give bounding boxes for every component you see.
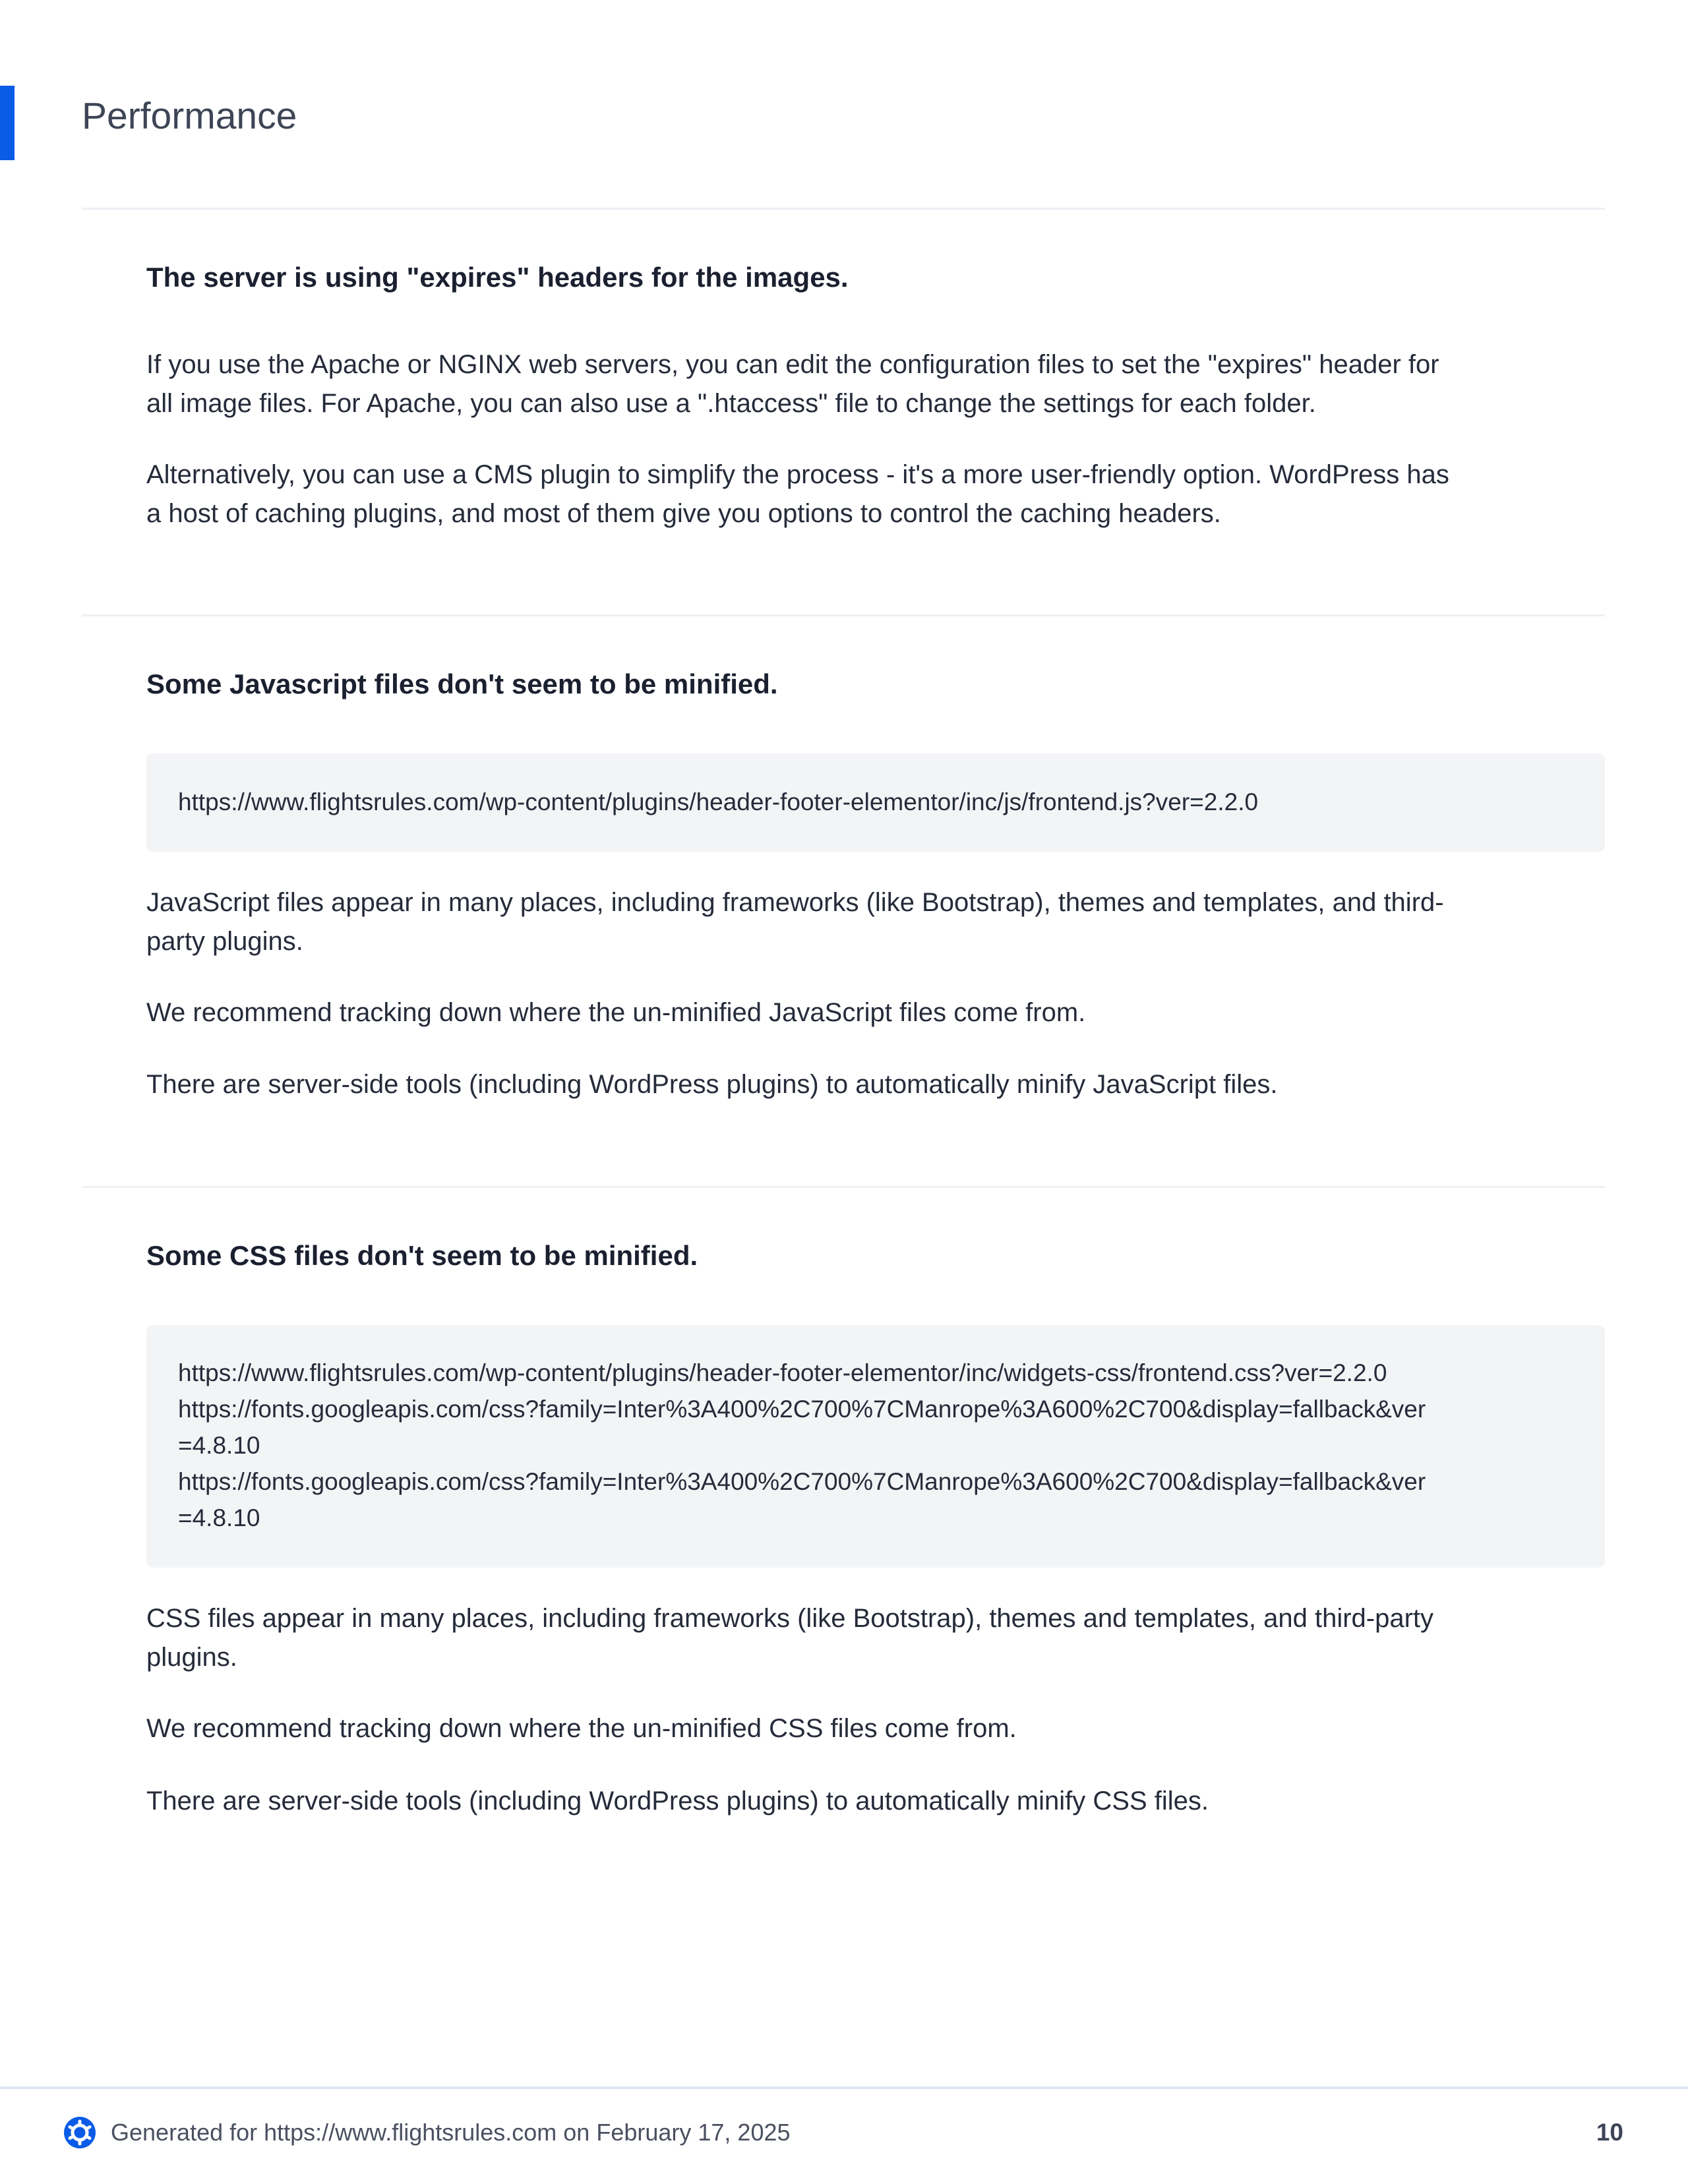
paragraph: [146, 1709, 1017, 1748]
footer: [63, 2116, 791, 2149]
gear-badge-icon: [63, 2116, 96, 2149]
text-line: JavaScript files appear in many places, including frameworks (like Bootstrap), themes and templates, and third-: [146, 888, 1444, 917]
text-line: We recommend tracking down where the un-minified CSS files come from.: [146, 1714, 1017, 1743]
url-line: https://fonts.googleapis.com/css?family=Inter%3A400%2C700%7CManrope%3A600%2C700&display=fallback&ver: [178, 1396, 1426, 1423]
section-title: Performance: [82, 95, 297, 137]
paragraph: [146, 1065, 1278, 1104]
paragraph: [146, 993, 1085, 1032]
code-block: [146, 753, 1605, 852]
code-block: [146, 1325, 1605, 1568]
paragraph: [146, 456, 1449, 533]
paragraph: [146, 1782, 1209, 1821]
url-line: =4.8.10: [178, 1432, 260, 1459]
paragraph: [146, 1599, 1433, 1677]
url-line: =4.8.10: [178, 1504, 260, 1531]
footer-divider: [0, 2086, 1688, 2089]
url-line: https://fonts.googleapis.com/css?family=Inter%3A400%2C700%7CManrope%3A600%2C700&display=fallback&ver: [178, 1468, 1426, 1495]
divider: [82, 1186, 1605, 1188]
item-heading: Some Javascript files don't seem to be minified.: [146, 668, 778, 699]
item-heading: Some CSS files don't seem to be minified.: [146, 1240, 698, 1271]
text-line: There are server-side tools (including WordPress plugins) to automatically minify JavaScript files.: [146, 1070, 1278, 1099]
url-line: https://www.flightsrules.com/wp-content/plugins/header-footer-elementor/inc/widgets-css/frontend.css?ver=2.2.0: [178, 1359, 1387, 1386]
divider: [82, 614, 1605, 616]
divider: [82, 208, 1605, 210]
text-line: all image files. For Apache, you can also use a ".htaccess" file to change the settings for each folder.: [146, 389, 1316, 418]
paragraph: [146, 883, 1444, 961]
text-line: There are server-side tools (including WordPress plugins) to automatically minify CSS files.: [146, 1786, 1209, 1815]
text-line: If you use the Apache or NGINX web servers, you can edit the configuration files to set the "expires" header for: [146, 350, 1439, 379]
url-line: https://www.flightsrules.com/wp-content/plugins/header-footer-elementor/inc/js/frontend.js?ver=2.2.0: [178, 788, 1259, 815]
item-heading: The server is using "expires" headers for the images.: [146, 262, 849, 293]
text-line: party plugins.: [146, 927, 303, 956]
text-line: a host of caching plugins, and most of them give you options to control the caching headers.: [146, 499, 1221, 528]
page-number: 10: [1596, 2119, 1623, 2146]
footer-text: Generated for https://www.flightsrules.com on February 17, 2025: [111, 2119, 791, 2146]
text-line: CSS files appear in many places, including frameworks (like Bootstrap), themes and templates, and third-party: [146, 1604, 1434, 1633]
section-accent-bar: [0, 86, 15, 160]
text-line: We recommend tracking down where the un-minified JavaScript files come from.: [146, 998, 1086, 1027]
text-line: plugins.: [146, 1643, 237, 1672]
text-line: Alternatively, you can use a CMS plugin to simplify the process - it's a more user-friendly option. WordPress has: [146, 460, 1449, 489]
paragraph: [146, 345, 1439, 423]
